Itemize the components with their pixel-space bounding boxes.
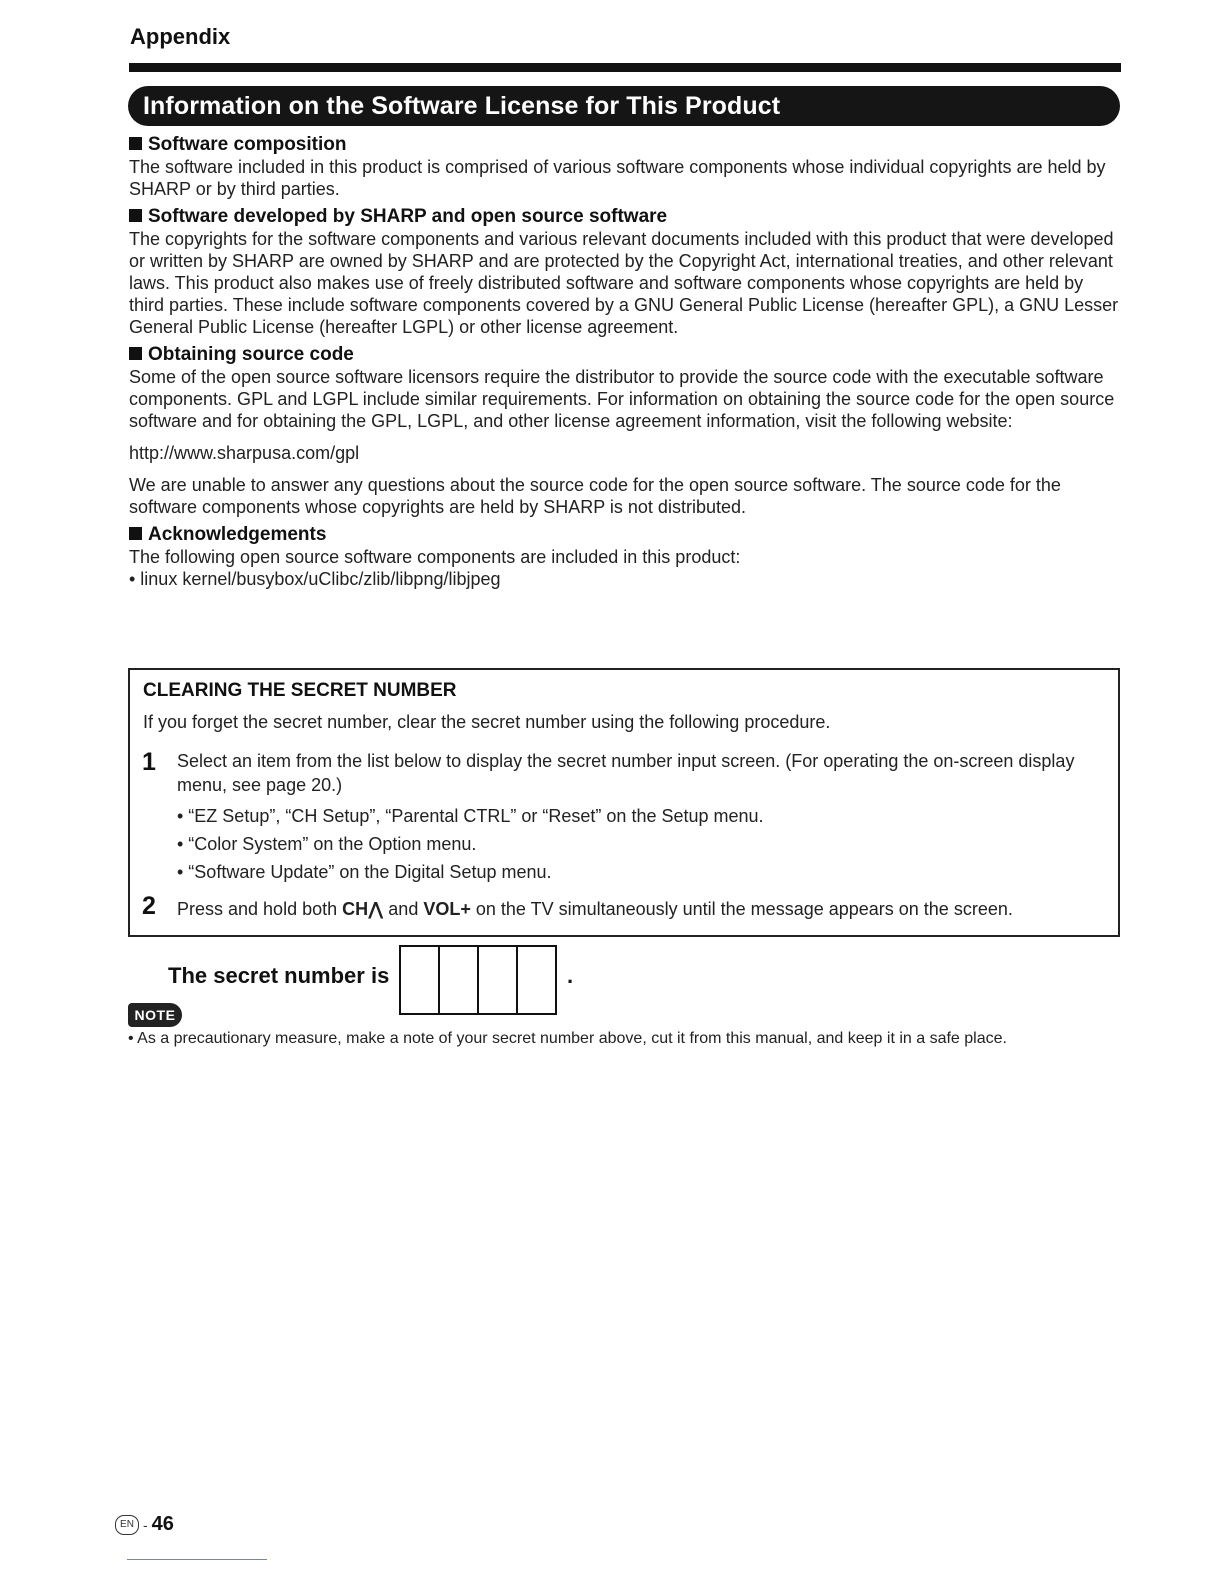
heading-acknowledgements: Acknowledgements [129, 524, 1121, 546]
digit-box [479, 947, 518, 1013]
step-2-number: 2 [142, 892, 156, 920]
secret-number-label: The secret number is [168, 963, 390, 988]
paragraph: The copyrights for the software components and various relevant documents included with this product that were developed or written by SHARP are owned by SHARP and are protected by the Copyright Act, international treaties, and other relevant laws. This product also makes use of freely distributed software and software components whose copyrights are held by third parties. These include software components covered by a GNU General Public License (hereafter GPL), a GNU Lesser General Public License (hereafter LGPL) or other license agreement. [129, 229, 1119, 337]
footer-dash: - [143, 1516, 148, 1533]
gpl-url: http://www.sharpusa.com/gpl [129, 443, 360, 463]
note-badge: NOTE [128, 1003, 182, 1027]
paragraph: Some of the open source software licensors require the distributor to provide the source code with the executable software components. GPL and LGPL include similar requirements. For information on obtaining the source code for the open source software and for obtaining the GPL, LGPL, and other license agreement information, visit the following website: [129, 367, 1115, 431]
license-content [129, 128, 1121, 590]
vol-up-key: VOL+ [423, 899, 471, 919]
secret-number-boxes [399, 945, 557, 1015]
list-item: • “Color System” on the Option menu. [177, 834, 477, 854]
secret-number-dot: . [567, 963, 574, 988]
page-number: 46 [151, 1513, 174, 1535]
digit-box [401, 947, 440, 1013]
square-bullet-icon [129, 347, 142, 360]
page-footer [115, 1513, 174, 1536]
heading-software-composition: Software composition [129, 134, 1121, 156]
bottom-rule [127, 1559, 267, 1560]
list-item: • linux kernel/busybox/uClibc/zlib/libpng/libjpeg [129, 569, 501, 589]
clearing-secret-number-box [128, 668, 1120, 937]
ch-up-key: CH⋀ [342, 899, 384, 919]
heading-obtaining-source: Obtaining source code [129, 344, 1121, 366]
digit-box [440, 947, 479, 1013]
heading-sharp-open-source: Software developed by SHARP and open source software [129, 206, 1121, 228]
square-bullet-icon [129, 527, 142, 540]
box-intro: If you forget the secret number, clear the secret number using the following procedure. [143, 712, 831, 732]
box-title: CLEARING THE SECRET NUMBER [143, 680, 457, 701]
paragraph: The following open source software components are included in this product: [129, 547, 741, 567]
square-bullet-icon [129, 209, 142, 222]
paragraph: The software included in this product is comprised of various software components whose individual copyrights are held by SHARP or by third parties. [129, 157, 1106, 199]
digit-box [518, 947, 555, 1013]
section-label: Appendix [130, 24, 231, 49]
list-item: • “EZ Setup”, “CH Setup”, “Parental CTRL” or “Reset” on the Setup menu. [177, 806, 764, 826]
list-item: • “Software Update” on the Digital Setup menu. [177, 862, 552, 882]
paragraph: We are unable to answer any questions about the source code for the open source software. The source code for the software components whose copyrights are held by SHARP is not distributed. [129, 475, 1061, 517]
square-bullet-icon [129, 137, 142, 150]
step-1-number: 1 [142, 748, 156, 776]
page-title: Information on the Software License for This Product [128, 86, 1120, 126]
step-2-text: Press and hold both CH⋀ and VOL+ on the TV simultaneously until the message appears on the screen. [177, 899, 1013, 919]
note-text: • As a precautionary measure, make a note of your secret number above, cut it from this manual, and keep it in a safe place. [128, 1030, 1007, 1047]
language-badge-icon: EN [115, 1515, 139, 1535]
step-1-text: Select an item from the list below to display the secret number input screen. (For operating the on-screen display menu, see page 20.) [177, 751, 1075, 795]
top-rule [129, 63, 1121, 72]
